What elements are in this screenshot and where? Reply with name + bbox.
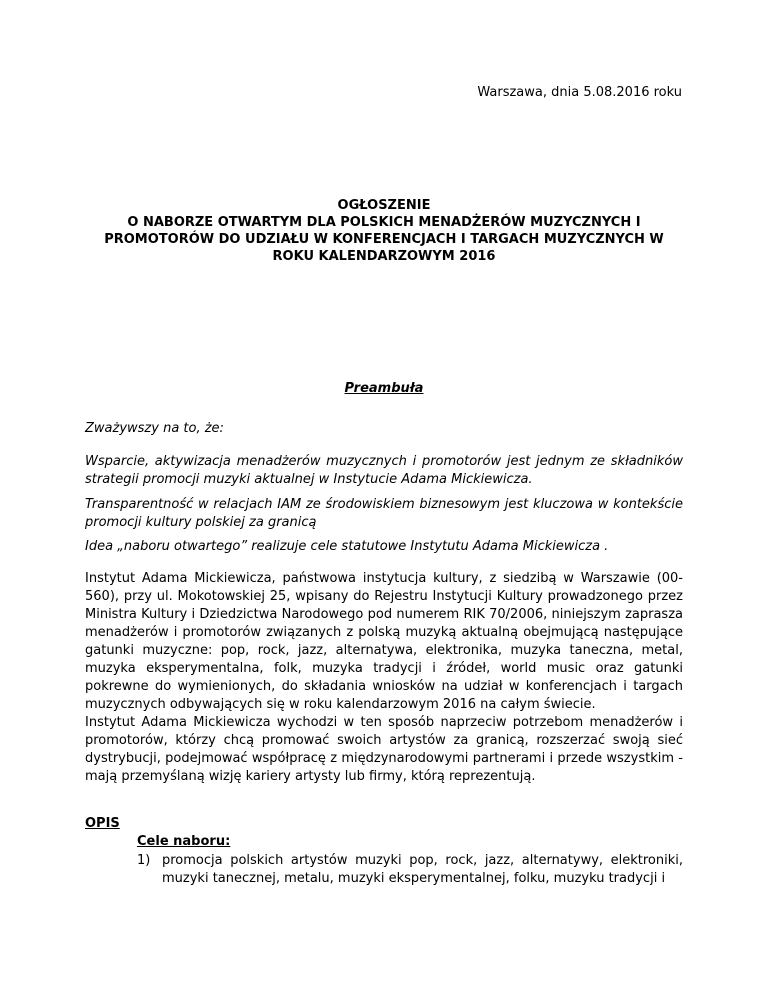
body-paragraph-2: Instytut Adama Mickiewicza wychodzi w ten sposób naprzeciw potrzebom menadżerów i promotorów, którzy chcą promować swoich artystów za granicą, rozszerzać swoją sieć dystrybucji, podejmować współpracę z międzynarodowymi partnerami i przede wszystkim - mają przemyślaną wizję kariery artysty lub firmy, którą reprezentują. (85, 715, 683, 784)
preamble-heading: Preambuła (344, 381, 424, 396)
preamble-point-2: Transparentność w relacjach IAM ze środowiskiem biznesowym jest kluczowa w kontekście promocji kultury polskiej za granicą (85, 497, 683, 530)
body-text (85, 570, 683, 786)
document-date: Warszawa, dnia 5.08.2016 roku (477, 85, 682, 100)
preamble-intro: Zważywszy na to, że: (85, 421, 224, 436)
preamble-point-1: Wsparcie, aktywizacja menadżerów muzycznych i promotorów jest jednym ze składników strategii promocji muzyki aktualnej w Instytucie Adama Mickiewicza. (85, 454, 683, 487)
goals-heading: Cele naboru: (137, 834, 231, 849)
title-line-2: O NABORZE OTWARTYM DLA POLSKICH MENADŻERÓW MUZYCZNYCH I (127, 215, 641, 230)
title-line-1: OGŁOSZENIE (337, 198, 431, 213)
preamble-point-3: Idea „naboru otwartego” realizuje cele statutowe Instytutu Adama Mickiewicza . (85, 539, 609, 554)
list-item (137, 852, 683, 888)
announcement-title (85, 197, 683, 265)
opis-heading: OPIS (85, 816, 120, 831)
list-item-number: 1) (137, 853, 151, 868)
body-paragraph-1: Instytut Adama Mickiewicza, państwowa instytucja kultury, z siedzibą w Warszawie (00-560), przy ul. Mokotowskiej 25, wpisany do Rejestru Instytucji Kultury prowadzonego przez Ministra Kultury i Dziedzictwa Narodowego pod numerem RIK 70/2006, niniejszym zaprasza menadżerów i promotorów związanych z polską muzyką aktualną obejmującą następujące gatunki muzyczne: pop, rock, jazz, alternatywa, elektronika, muzyka taneczna, metal, muzyka eksperymentalna, folk, muzyka tradycji i źródeł, world music oraz gatunki pokrewne do wymienionych, do składania wniosków na udział w konferencjach i targach muzycznych odbywających się w roku kalendarzowym 2016 na całym świecie. (85, 571, 683, 712)
title-line-4: ROKU KALENDARZOWYM 2016 (272, 249, 496, 264)
title-line-3: PROMOTORÓW DO UDZIAŁU W KONFERENCJACH I TARGACH MUZYCZNYCH W (104, 232, 664, 247)
list-item-text: promocja polskich artystów muzyki pop, rock, jazz, alternatywy, elektroniki, muzyki tanecznej, metalu, muzyki eksperymentalnej, folku, muzyku tradycji i (162, 853, 683, 886)
